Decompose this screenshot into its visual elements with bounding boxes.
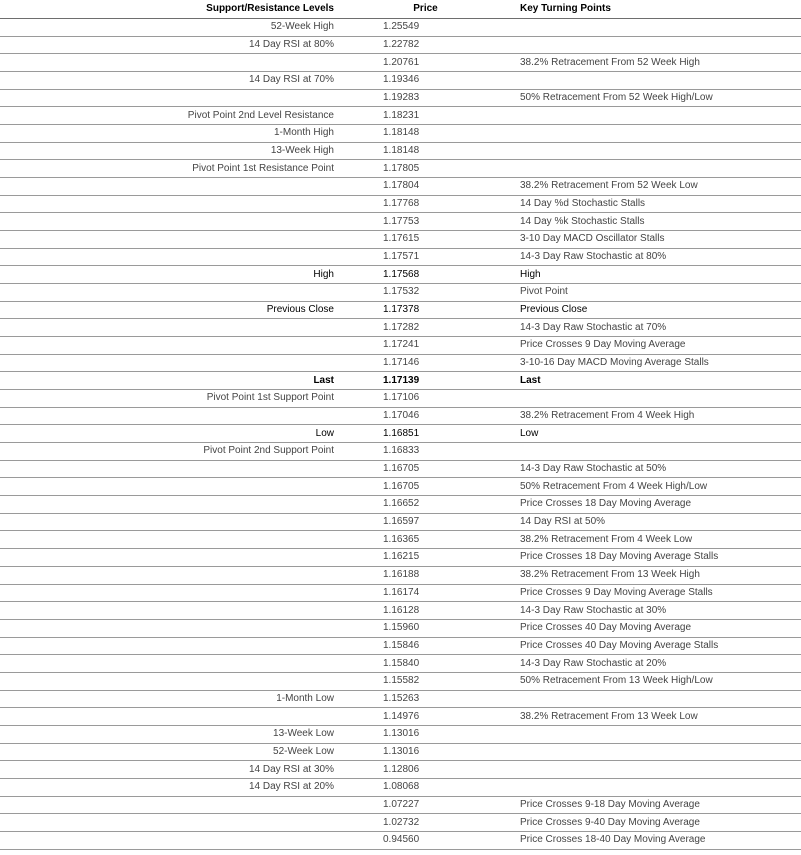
key-turning-point-cell: 50% Retracement From 4 Week High/Low bbox=[520, 478, 801, 496]
key-turning-point-cell: Price Crosses 18-40 Day Moving Average bbox=[520, 831, 801, 849]
gap-cell bbox=[340, 478, 383, 496]
table-row bbox=[0, 160, 801, 178]
key-turning-point-cell: 38.2% Retracement From 52 Week High bbox=[520, 54, 801, 72]
price-cell: 1.17753 bbox=[383, 213, 520, 231]
support-resistance-cell: Pivot Point 2nd Level Resistance bbox=[0, 107, 340, 125]
gap-cell bbox=[340, 778, 383, 796]
table-row bbox=[0, 142, 801, 160]
support-resistance-cell bbox=[0, 655, 340, 673]
key-turning-point-cell: 14-3 Day Raw Stochastic at 80% bbox=[520, 248, 801, 266]
price-cell: 1.16174 bbox=[383, 584, 520, 602]
support-resistance-cell: 52-Week Low bbox=[0, 743, 340, 761]
table-row bbox=[0, 637, 801, 655]
table-row bbox=[0, 390, 801, 408]
gap-cell bbox=[340, 513, 383, 531]
support-resistance-cell bbox=[0, 178, 340, 196]
price-cell: 1.17532 bbox=[383, 284, 520, 302]
table-row bbox=[0, 531, 801, 549]
gap-cell bbox=[340, 89, 383, 107]
support-resistance-cell: 14 Day RSI at 30% bbox=[0, 761, 340, 779]
support-resistance-cell: Pivot Point 1st Support Point bbox=[0, 390, 340, 408]
key-turning-point-cell: 38.2% Retracement From 13 Week High bbox=[520, 566, 801, 584]
gap-cell bbox=[340, 354, 383, 372]
table-row bbox=[0, 125, 801, 143]
price-cell: 1.18231 bbox=[383, 107, 520, 125]
gap-cell bbox=[340, 725, 383, 743]
support-resistance-cell: 14 Day RSI at 70% bbox=[0, 72, 340, 90]
gap-cell bbox=[340, 195, 383, 213]
support-resistance-cell bbox=[0, 354, 340, 372]
support-resistance-cell bbox=[0, 513, 340, 531]
table-row bbox=[0, 337, 801, 355]
key-turning-point-cell: 14-3 Day Raw Stochastic at 70% bbox=[520, 319, 801, 337]
key-turning-point-cell: 14-3 Day Raw Stochastic at 50% bbox=[520, 460, 801, 478]
key-turning-point-cell: 3-10-16 Day MACD Moving Average Stalls bbox=[520, 354, 801, 372]
key-turning-point-cell bbox=[520, 125, 801, 143]
price-cell: 1.17804 bbox=[383, 178, 520, 196]
support-resistance-cell bbox=[0, 584, 340, 602]
price-cell: 1.16705 bbox=[383, 478, 520, 496]
table-row bbox=[0, 372, 801, 390]
table-row bbox=[0, 743, 801, 761]
header-price: Price bbox=[383, 0, 520, 19]
price-cell: 1.25549 bbox=[383, 19, 520, 37]
table-row bbox=[0, 478, 801, 496]
price-cell: 0.94560 bbox=[383, 831, 520, 849]
price-cell: 1.19346 bbox=[383, 72, 520, 90]
gap-cell bbox=[340, 372, 383, 390]
gap-cell bbox=[340, 549, 383, 567]
key-turning-point-cell bbox=[520, 725, 801, 743]
table-row bbox=[0, 178, 801, 196]
table-row bbox=[0, 496, 801, 514]
table-row bbox=[0, 619, 801, 637]
price-cell: 1.16215 bbox=[383, 549, 520, 567]
support-resistance-cell: Previous Close bbox=[0, 301, 340, 319]
table-row bbox=[0, 284, 801, 302]
support-resistance-cell bbox=[0, 637, 340, 655]
support-resistance-cell: 1-Month Low bbox=[0, 690, 340, 708]
price-cell: 1.15846 bbox=[383, 637, 520, 655]
header-support-resistance: Support/Resistance Levels bbox=[0, 0, 340, 19]
support-resistance-cell bbox=[0, 814, 340, 832]
price-cell: 1.17805 bbox=[383, 160, 520, 178]
price-cell: 1.16833 bbox=[383, 443, 520, 461]
gap-cell bbox=[340, 266, 383, 284]
table-row bbox=[0, 195, 801, 213]
key-turning-point-cell: 14 Day RSI at 50% bbox=[520, 513, 801, 531]
gap-cell bbox=[340, 107, 383, 125]
table-row bbox=[0, 725, 801, 743]
key-turning-point-cell: 14 Day %d Stochastic Stalls bbox=[520, 195, 801, 213]
price-cell: 1.16128 bbox=[383, 602, 520, 620]
table-row bbox=[0, 72, 801, 90]
table-row bbox=[0, 19, 801, 37]
gap-cell bbox=[340, 390, 383, 408]
gap-cell bbox=[340, 54, 383, 72]
table-row bbox=[0, 319, 801, 337]
table-row bbox=[0, 54, 801, 72]
support-resistance-cell bbox=[0, 89, 340, 107]
gap-cell bbox=[340, 672, 383, 690]
price-cell: 1.17615 bbox=[383, 231, 520, 249]
header-key-turning-points: Key Turning Points bbox=[520, 0, 801, 19]
key-turning-point-cell bbox=[520, 72, 801, 90]
key-turning-point-cell bbox=[520, 390, 801, 408]
price-cell: 1.17568 bbox=[383, 266, 520, 284]
table-row bbox=[0, 513, 801, 531]
support-resistance-cell: Low bbox=[0, 425, 340, 443]
support-resistance-cell bbox=[0, 566, 340, 584]
support-resistance-cell bbox=[0, 231, 340, 249]
gap-cell bbox=[340, 142, 383, 160]
price-cell: 1.17139 bbox=[383, 372, 520, 390]
key-turning-point-cell: Price Crosses 18 Day Moving Average Stalls bbox=[520, 549, 801, 567]
table-row bbox=[0, 354, 801, 372]
gap-cell bbox=[340, 337, 383, 355]
table-row bbox=[0, 831, 801, 849]
gap-cell bbox=[340, 407, 383, 425]
gap-cell bbox=[340, 284, 383, 302]
key-turning-point-cell: Low bbox=[520, 425, 801, 443]
table-row bbox=[0, 460, 801, 478]
key-turning-point-cell: High bbox=[520, 266, 801, 284]
price-cell: 1.12806 bbox=[383, 761, 520, 779]
key-turning-point-cell: Previous Close bbox=[520, 301, 801, 319]
table-row bbox=[0, 796, 801, 814]
table-row bbox=[0, 708, 801, 726]
price-cell: 1.07227 bbox=[383, 796, 520, 814]
key-turning-point-cell bbox=[520, 160, 801, 178]
price-cell: 1.17282 bbox=[383, 319, 520, 337]
key-turning-point-cell bbox=[520, 443, 801, 461]
table-row bbox=[0, 301, 801, 319]
table-row bbox=[0, 407, 801, 425]
gap-cell bbox=[340, 566, 383, 584]
table-row bbox=[0, 655, 801, 673]
key-turning-point-cell: Price Crosses 40 Day Moving Average Stalls bbox=[520, 637, 801, 655]
price-cell: 1.15582 bbox=[383, 672, 520, 690]
table-row bbox=[0, 814, 801, 832]
price-cell: 1.08068 bbox=[383, 778, 520, 796]
header-row bbox=[0, 0, 801, 19]
support-resistance-cell bbox=[0, 478, 340, 496]
support-resistance-cell: 1-Month High bbox=[0, 125, 340, 143]
key-turning-point-cell bbox=[520, 36, 801, 54]
gap-cell bbox=[340, 761, 383, 779]
price-cell: 1.17046 bbox=[383, 407, 520, 425]
price-cell: 1.17378 bbox=[383, 301, 520, 319]
gap-cell bbox=[340, 231, 383, 249]
price-cell: 1.22782 bbox=[383, 36, 520, 54]
key-turning-point-cell: 14-3 Day Raw Stochastic at 20% bbox=[520, 655, 801, 673]
support-resistance-cell bbox=[0, 284, 340, 302]
gap-cell bbox=[340, 36, 383, 54]
price-cell: 1.16365 bbox=[383, 531, 520, 549]
table-row bbox=[0, 690, 801, 708]
key-turning-point-cell: 38.2% Retracement From 4 Week High bbox=[520, 407, 801, 425]
table-row bbox=[0, 602, 801, 620]
price-cell: 1.15263 bbox=[383, 690, 520, 708]
price-cell: 1.18148 bbox=[383, 125, 520, 143]
price-cell: 1.16652 bbox=[383, 496, 520, 514]
gap-cell bbox=[340, 178, 383, 196]
support-resistance-cell bbox=[0, 319, 340, 337]
key-turning-point-cell: 38.2% Retracement From 13 Week Low bbox=[520, 708, 801, 726]
gap-cell bbox=[340, 443, 383, 461]
price-cell: 1.15960 bbox=[383, 619, 520, 637]
price-cell: 1.17768 bbox=[383, 195, 520, 213]
support-resistance-cell bbox=[0, 619, 340, 637]
table-row bbox=[0, 248, 801, 266]
key-turning-point-cell: Price Crosses 40 Day Moving Average bbox=[520, 619, 801, 637]
support-resistance-cell bbox=[0, 54, 340, 72]
price-cell: 1.16188 bbox=[383, 566, 520, 584]
table-row bbox=[0, 761, 801, 779]
gap-cell bbox=[340, 814, 383, 832]
price-cell: 1.13016 bbox=[383, 725, 520, 743]
gap-cell bbox=[340, 531, 383, 549]
gap-cell bbox=[340, 655, 383, 673]
price-cell: 1.15840 bbox=[383, 655, 520, 673]
key-turning-point-cell bbox=[520, 19, 801, 37]
gap-cell bbox=[340, 319, 383, 337]
support-resistance-cell bbox=[0, 407, 340, 425]
support-resistance-cell bbox=[0, 796, 340, 814]
gap-cell bbox=[340, 460, 383, 478]
price-cell: 1.14976 bbox=[383, 708, 520, 726]
support-resistance-cell bbox=[0, 496, 340, 514]
price-cell: 1.16597 bbox=[383, 513, 520, 531]
key-turning-point-cell: 50% Retracement From 52 Week High/Low bbox=[520, 89, 801, 107]
support-resistance-cell bbox=[0, 195, 340, 213]
table-row bbox=[0, 549, 801, 567]
price-cell: 1.02732 bbox=[383, 814, 520, 832]
gap-cell bbox=[340, 796, 383, 814]
key-turning-point-cell bbox=[520, 107, 801, 125]
gap-cell bbox=[340, 248, 383, 266]
table-row bbox=[0, 425, 801, 443]
support-resistance-cell: 14 Day RSI at 20% bbox=[0, 778, 340, 796]
key-turning-point-cell: 50% Retracement From 13 Week High/Low bbox=[520, 672, 801, 690]
table-row bbox=[0, 778, 801, 796]
support-resistance-cell bbox=[0, 549, 340, 567]
table-row bbox=[0, 672, 801, 690]
gap-cell bbox=[340, 160, 383, 178]
price-cell: 1.20761 bbox=[383, 54, 520, 72]
price-cell: 1.16851 bbox=[383, 425, 520, 443]
support-resistance-cell bbox=[0, 672, 340, 690]
support-resistance-cell: 14 Day RSI at 80% bbox=[0, 36, 340, 54]
key-turning-point-cell: Price Crosses 9 Day Moving Average Stalls bbox=[520, 584, 801, 602]
support-resistance-cell bbox=[0, 337, 340, 355]
support-resistance-cell bbox=[0, 602, 340, 620]
gap-cell bbox=[340, 619, 383, 637]
price-cell: 1.16705 bbox=[383, 460, 520, 478]
support-resistance-cell bbox=[0, 531, 340, 549]
price-cell: 1.17241 bbox=[383, 337, 520, 355]
gap-cell bbox=[340, 496, 383, 514]
support-resistance-cell: 13-Week High bbox=[0, 142, 340, 160]
key-turning-point-cell: Last bbox=[520, 372, 801, 390]
gap-cell bbox=[340, 584, 383, 602]
table-row bbox=[0, 36, 801, 54]
gap-cell bbox=[340, 125, 383, 143]
key-turning-point-cell bbox=[520, 778, 801, 796]
table-row bbox=[0, 231, 801, 249]
key-turning-point-cell bbox=[520, 690, 801, 708]
table-body bbox=[0, 19, 801, 850]
key-turning-point-cell: 3-10 Day MACD Oscillator Stalls bbox=[520, 231, 801, 249]
table-row bbox=[0, 266, 801, 284]
key-turning-point-cell: 38.2% Retracement From 52 Week Low bbox=[520, 178, 801, 196]
gap-cell bbox=[340, 831, 383, 849]
support-resistance-cell bbox=[0, 248, 340, 266]
table-row bbox=[0, 107, 801, 125]
support-resistance-cell: Pivot Point 2nd Support Point bbox=[0, 443, 340, 461]
gap-cell bbox=[340, 213, 383, 231]
gap-cell bbox=[340, 301, 383, 319]
key-turning-point-cell: 38.2% Retracement From 4 Week Low bbox=[520, 531, 801, 549]
support-resistance-cell: 52-Week High bbox=[0, 19, 340, 37]
key-turning-point-cell bbox=[520, 743, 801, 761]
gap-cell bbox=[340, 637, 383, 655]
price-cell: 1.19283 bbox=[383, 89, 520, 107]
key-turning-point-cell bbox=[520, 761, 801, 779]
key-turning-point-cell: Pivot Point bbox=[520, 284, 801, 302]
table-row bbox=[0, 443, 801, 461]
key-turning-point-cell: Price Crosses 18 Day Moving Average bbox=[520, 496, 801, 514]
price-cell: 1.17146 bbox=[383, 354, 520, 372]
price-cell: 1.17571 bbox=[383, 248, 520, 266]
price-cell: 1.17106 bbox=[383, 390, 520, 408]
key-turning-point-cell: Price Crosses 9-40 Day Moving Average bbox=[520, 814, 801, 832]
support-resistance-cell: Pivot Point 1st Resistance Point bbox=[0, 160, 340, 178]
table-row bbox=[0, 89, 801, 107]
table-row bbox=[0, 566, 801, 584]
gap-cell bbox=[340, 602, 383, 620]
price-cell: 1.18148 bbox=[383, 142, 520, 160]
gap-cell bbox=[340, 72, 383, 90]
key-turning-point-cell: 14-3 Day Raw Stochastic at 30% bbox=[520, 602, 801, 620]
support-resistance-cell: 13-Week Low bbox=[0, 725, 340, 743]
gap-cell bbox=[340, 708, 383, 726]
support-resistance-cell: High bbox=[0, 266, 340, 284]
support-resistance-cell bbox=[0, 831, 340, 849]
table-row bbox=[0, 213, 801, 231]
table-row bbox=[0, 584, 801, 602]
support-resistance-cell: Last bbox=[0, 372, 340, 390]
gap-cell bbox=[340, 425, 383, 443]
support-resistance-cell bbox=[0, 460, 340, 478]
gap-cell bbox=[340, 743, 383, 761]
support-resistance-cell bbox=[0, 708, 340, 726]
support-resistance-cell bbox=[0, 213, 340, 231]
key-turning-point-cell: 14 Day %k Stochastic Stalls bbox=[520, 213, 801, 231]
key-turning-point-cell: Price Crosses 9 Day Moving Average bbox=[520, 337, 801, 355]
key-turning-point-cell bbox=[520, 142, 801, 160]
price-cell: 1.13016 bbox=[383, 743, 520, 761]
gap-cell bbox=[340, 19, 383, 37]
key-turning-point-cell: Price Crosses 9-18 Day Moving Average bbox=[520, 796, 801, 814]
gap-cell bbox=[340, 690, 383, 708]
header-gap bbox=[340, 0, 383, 19]
